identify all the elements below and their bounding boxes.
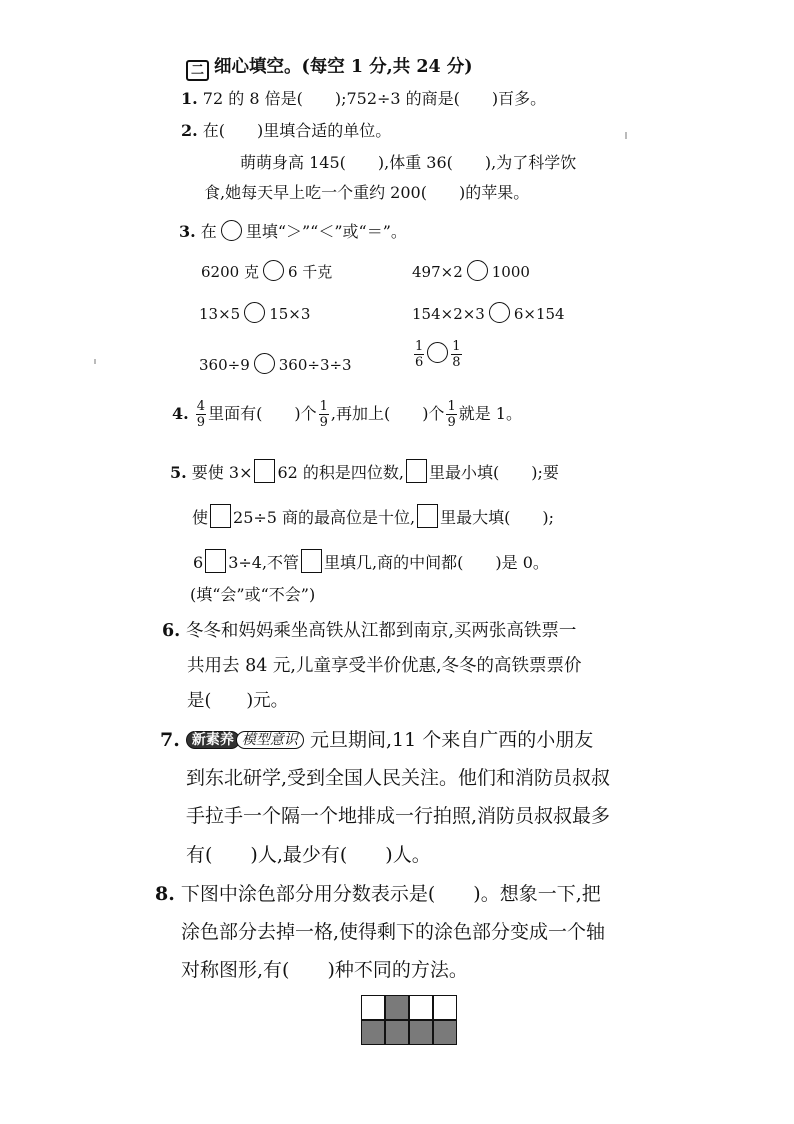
question-number: 3.	[179, 222, 196, 241]
question-6-line-2: 共用去 84 元,儿童享受半价优惠,冬冬的高铁票票价	[187, 656, 582, 676]
question-number: 8.	[155, 883, 175, 905]
question-2-line-2: 食,她每天早上吃一个重约 200( )的苹果。	[204, 183, 530, 202]
question-text: 在( )里填合适的单位。	[202, 121, 392, 140]
question-number: 5.	[170, 463, 187, 482]
compare-circle-icon[interactable]	[244, 302, 265, 323]
compare-item	[199, 302, 310, 323]
fraction: $\frac{1}{9}$	[319, 399, 328, 430]
section-number-box: 二	[186, 60, 209, 81]
digit-box[interactable]	[210, 504, 231, 528]
digit-box	[301, 549, 322, 573]
question-5-line-2	[192, 504, 554, 528]
question-text: 25÷5 商的最高位是十位,	[233, 508, 416, 527]
grid-cell-blank	[361, 995, 385, 1020]
grid-cell-shaded	[409, 1020, 433, 1045]
digit-box[interactable]	[254, 459, 275, 483]
question-2-line-1: 萌萌身高 145( ),体重 36( ),为了科学饮	[240, 153, 577, 172]
grid-cell-blank	[409, 995, 433, 1020]
question-8-line-1	[155, 885, 601, 904]
question-5-line-3	[193, 549, 549, 573]
grid-cell-shaded	[361, 1020, 385, 1045]
question-text: 3÷4,不管	[228, 553, 300, 572]
grid-cell-blank	[433, 995, 457, 1020]
question-8-line-3: 对称图形,有( )种不同的方法。	[181, 959, 468, 981]
question-7-line-1	[160, 731, 593, 750]
compare-circle-icon[interactable]	[254, 353, 275, 374]
compare-circle-icon	[221, 220, 242, 241]
question-number: 6.	[162, 621, 181, 641]
question-1	[181, 91, 546, 107]
question-text: 下图中涂色部分用分数表示是( )。想象一下,把	[180, 883, 601, 905]
digit-box	[406, 459, 427, 483]
shaded-grid-figure	[361, 995, 457, 1045]
compare-circle-icon[interactable]	[427, 342, 448, 363]
question-number: 4.	[172, 404, 189, 423]
question-number: 7.	[160, 729, 180, 751]
question-3	[179, 220, 407, 241]
question-text: 72 的 8 倍是( );752÷3 的商是( )百多。	[202, 89, 547, 108]
section-title: 细心填空。(每空 1 分,共 24 分)	[214, 57, 473, 77]
question-6-line-1	[162, 623, 576, 641]
question-5-line-1	[170, 459, 559, 483]
compare-right: 1000	[491, 263, 530, 281]
question-7-line-3: 手拉手一个隔一个地排成一行拍照,消防员叔叔最多	[186, 805, 611, 827]
question-text: ,再加上( )个	[330, 404, 445, 423]
question-text: 里填几,商的中间都( )是 0。	[324, 553, 549, 572]
question-6-line-3: 是( )元。	[187, 691, 289, 711]
question-7-line-2: 到东北研学,受到全国人民关注。他们和消防员叔叔	[186, 767, 611, 789]
question-5-hint: (填“会”或“不会”)	[190, 585, 316, 604]
compare-circle-icon[interactable]	[263, 260, 284, 281]
scan-mark	[94, 359, 96, 364]
compare-item	[199, 353, 352, 374]
question-text-b: 里填“＞”“＜”或“＝”。	[245, 222, 407, 241]
digit-box[interactable]	[205, 549, 226, 573]
question-4	[172, 400, 522, 429]
question-text: 里面有( )个	[208, 404, 317, 423]
tag-new-literacy: 新素养	[186, 731, 240, 749]
fraction: $\frac{1}{9}$	[447, 399, 456, 430]
scan-mark	[625, 132, 627, 139]
fraction: $\frac{1}{8}$	[452, 339, 461, 370]
question-text-a: 在	[200, 222, 217, 241]
fraction: $\frac{1}{6}$	[415, 339, 424, 370]
question-text: 元旦期间,11 个来自广西的小朋友	[309, 729, 594, 751]
compare-item	[412, 260, 530, 281]
compare-circle-icon[interactable]	[489, 302, 510, 323]
question-number: 1.	[181, 89, 198, 108]
question-text: 要使 3×	[191, 463, 253, 482]
question-text: 62 的积是四位数,	[277, 463, 405, 482]
compare-right: 6 千克	[287, 263, 333, 281]
grid-cell-shaded	[433, 1020, 457, 1045]
compare-right: 6×154	[513, 305, 565, 323]
question-text: 使	[192, 508, 209, 527]
question-text: 就是 1。	[458, 404, 522, 423]
compare-item	[412, 302, 565, 323]
question-number: 2.	[181, 121, 198, 140]
question-text: 里最大填( );	[440, 508, 555, 527]
question-2	[181, 123, 391, 139]
grid-cell-shaded	[385, 995, 409, 1020]
question-text: 冬冬和妈妈乘坐高铁从江都到南京,买两张高铁票一	[185, 621, 577, 641]
question-7-line-4: 有( )人,最少有( )人。	[186, 844, 431, 866]
question-text: 里最小填( );要	[429, 463, 559, 482]
question-8-line-2: 涂色部分去掉一格,使得剩下的涂色部分变成一个轴	[181, 921, 606, 943]
compare-item	[201, 260, 332, 281]
compare-right: 15×3	[269, 305, 311, 323]
compare-left: 360÷9	[199, 356, 250, 374]
grid-cell-shaded	[385, 1020, 409, 1045]
digit-box	[417, 504, 438, 528]
tag-model-awareness: 模型意识	[236, 731, 304, 749]
question-text: 6	[193, 553, 204, 572]
fraction: $\frac{4}{9}$	[196, 399, 206, 430]
compare-circle-icon[interactable]	[467, 260, 488, 281]
compare-item-fraction	[412, 340, 464, 369]
compare-left: 154×2×3	[412, 305, 485, 323]
section-header	[186, 59, 473, 81]
compare-left: 6200 克	[201, 263, 259, 281]
compare-left: 13×5	[199, 305, 241, 323]
compare-right: 360÷3÷3	[278, 356, 352, 374]
compare-left: 497×2	[412, 263, 463, 281]
